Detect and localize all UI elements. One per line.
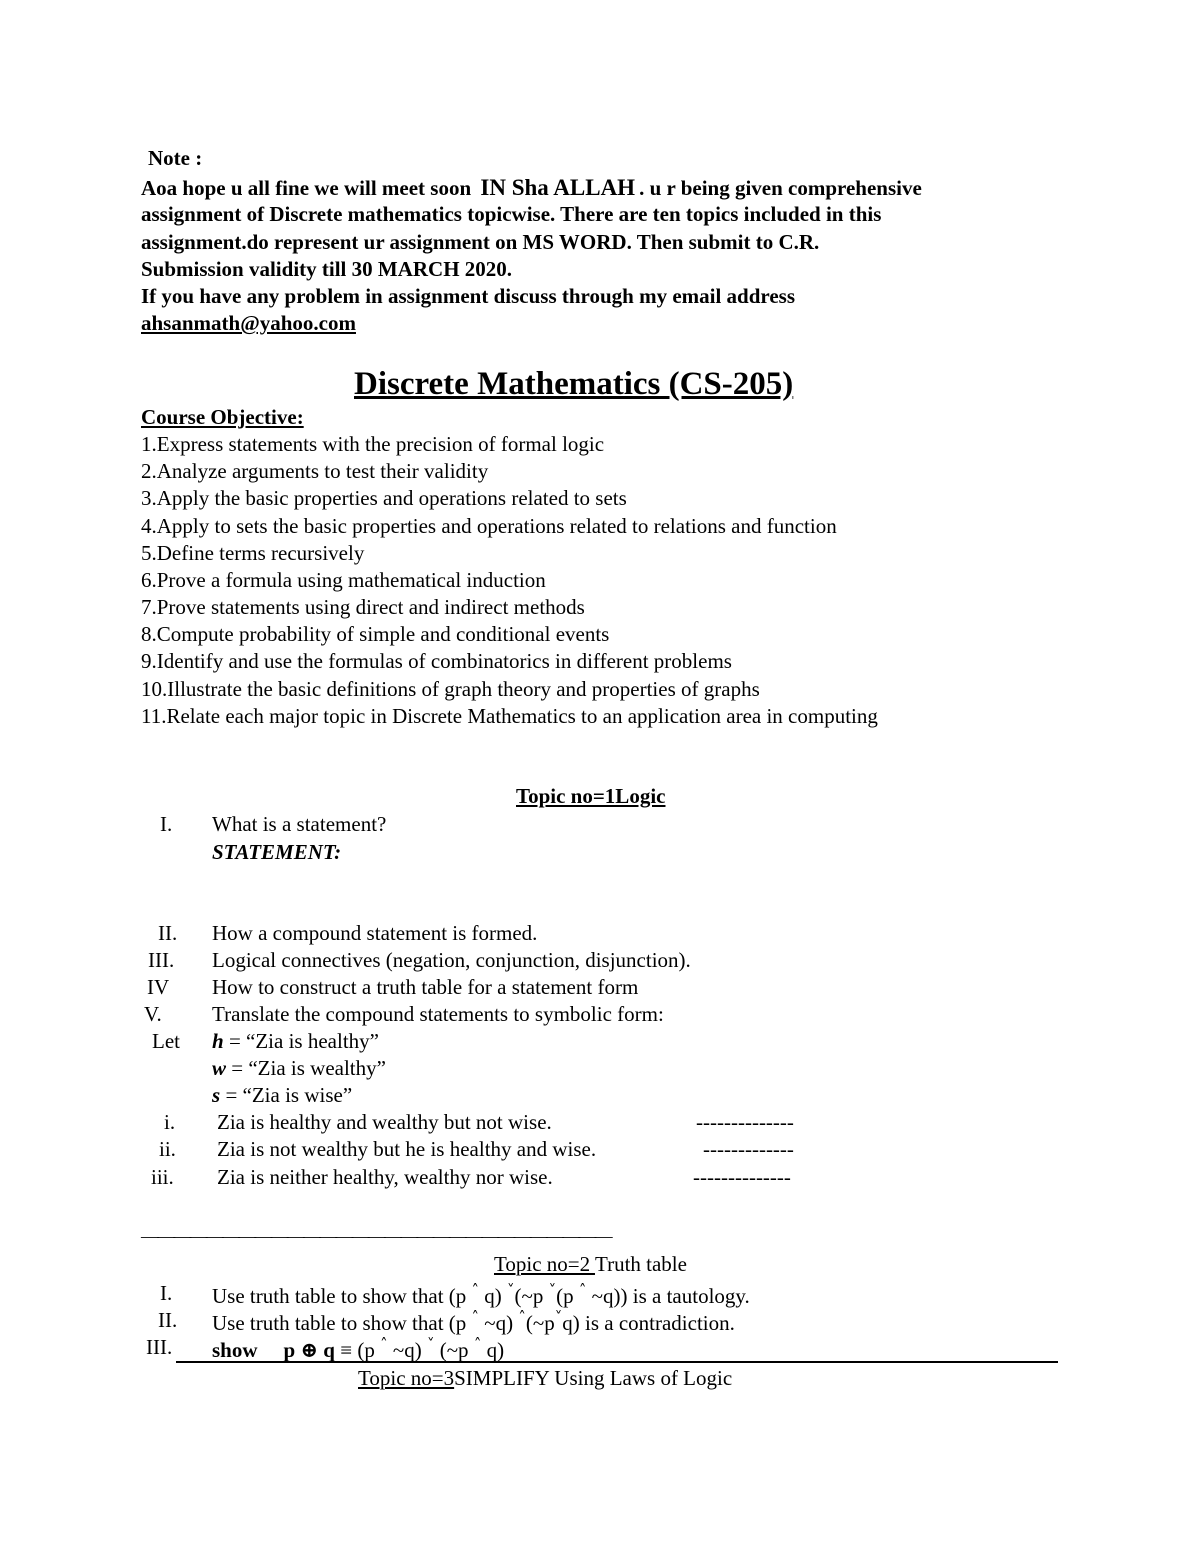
objective-item: 2.Analyze arguments to test their validity (141, 459, 489, 483)
var-h-text: = “Zia is healthy” (223, 1029, 379, 1053)
objective-item: 9.Identify and use the formulas of combinatorics in different problems (141, 649, 732, 673)
topic3-heading (358, 1368, 732, 1389)
topic1-q5-num: V. (144, 1002, 162, 1026)
note-line-1a: Aoa hope u all fine we will meet soon (141, 176, 472, 200)
and-symbol: ˄ (471, 1281, 480, 1299)
topic2-q3-text: show p ⊕ q ≡ (p ˄ ~q) ˅ (~p ˄ q) (212, 1335, 505, 1362)
note-label: Note : (148, 146, 203, 170)
topic2-heading-rest: Truth table (594, 1252, 687, 1276)
topic2-q1-num: I. (160, 1281, 173, 1305)
topic1-q3-num: III. (148, 948, 175, 972)
topic3-heading-underlined: Topic no=3 (358, 1366, 455, 1390)
answer-blank: -------------- (696, 1110, 794, 1134)
show-label: show (212, 1338, 258, 1362)
topic2-q3-num: III. (146, 1335, 173, 1359)
answer-blank: -------------- (693, 1165, 791, 1189)
sub-text: Zia is healthy and wealthy but not wise. (217, 1110, 552, 1134)
answer-blank: ------------- (703, 1137, 794, 1161)
topic1-q4-text: How to construct a truth table for a statement form (212, 975, 639, 999)
separator-line: ————————————————————————————— (141, 1226, 611, 1246)
topic2-heading (494, 1254, 687, 1275)
or-symbol: ˅ (426, 1335, 435, 1353)
objective-item: 10.Illustrate the basic definitions of graph theory and properties of graphs (141, 677, 760, 701)
topic1-q1-num: I. (160, 812, 173, 836)
course-objective-heading: Course Objective: (141, 405, 304, 429)
and-symbol: ˄ (578, 1281, 587, 1299)
objective-item: 8.Compute probability of simple and conditional events (141, 622, 610, 646)
or-symbol: ˅ (507, 1281, 515, 1299)
var-s-definition (212, 1085, 352, 1106)
topic1-q5-text: Translate the compound statements to symbolic form: (212, 1002, 664, 1026)
var-h: h (212, 1029, 224, 1053)
sub-num: ii. (159, 1137, 176, 1161)
objective-item: 4.Apply to sets the basic properties and operations related to relations and function (141, 514, 837, 538)
objective-item: 1.Express statements with the precision of formal logic (141, 432, 605, 456)
note-line-4: Submission validity till 30 MARCH 2020. (141, 257, 513, 281)
sub-num: iii. (151, 1165, 174, 1189)
note-line-5: If you have any problem in assignment discuss through my email address (141, 284, 796, 308)
or-symbol: ˅ (554, 1308, 563, 1326)
objective-item: 6.Prove a formula using mathematical induction (141, 568, 546, 592)
note-line-1c: . u r being given comprehensive (639, 176, 922, 200)
course-title: Discrete Mathematics (CS-205) (354, 366, 794, 402)
and-symbol: ˄ (473, 1335, 482, 1353)
or-symbol: ˅ (548, 1281, 557, 1299)
note-line-1-inshallah: IN Sha ALLAH (480, 175, 636, 200)
var-s-text: = “Zia is wise” (220, 1083, 353, 1107)
xor-expression: p ⊕ q (283, 1338, 335, 1362)
statement-label: STATEMENT: (212, 840, 342, 864)
sub-text: Zia is neither healthy, wealthy nor wise. (217, 1165, 553, 1189)
topic1-q3-text: Logical connectives (negation, conjunction, disjunction). (212, 948, 691, 972)
topic1-q2-num: II. (158, 921, 178, 945)
topic3-heading-rest: SIMPLIFY Using Laws of Logic (454, 1366, 733, 1390)
var-h-definition (212, 1031, 379, 1052)
var-w-definition (212, 1058, 386, 1079)
topic1-q1-text: What is a statement? (212, 812, 387, 836)
topic1-heading: Topic no=1Logic (516, 784, 666, 808)
topic1-q2-text: How a compound statement is formed. (212, 921, 538, 945)
and-symbol: ˄ (380, 1335, 388, 1353)
note-line-2: assignment of Discrete mathematics topicwise. There are ten topics included in this (141, 202, 882, 226)
objective-item: 11.Relate each major topic in Discrete Mathematics to an application area in computing (141, 704, 878, 728)
let-label: Let (152, 1029, 180, 1053)
var-w: w (212, 1056, 227, 1080)
and-symbol: ˄ (471, 1308, 480, 1326)
topic1-q4-num: IV (147, 975, 170, 999)
topic2-q1-text: Use truth table to show that (p ˄ q) ˅(~p ˅(p ˄ ~q)) is a tautology. (212, 1281, 750, 1308)
objective-item: 7.Prove statements using direct and indirect methods (141, 595, 585, 619)
var-s: s (212, 1083, 221, 1107)
note-line-3: assignment.do represent ur assignment on MS WORD. Then submit to C.R. (141, 230, 820, 254)
objective-item: 5.Define terms recursively (141, 541, 365, 565)
note-line-1 (141, 176, 922, 199)
sub-text: Zia is not wealthy but he is healthy and wise. (217, 1137, 597, 1161)
sub-num: i. (164, 1110, 176, 1134)
objective-item: 3.Apply the basic properties and operations related to sets (141, 486, 627, 510)
var-w-text: = “Zia is wealthy” (226, 1056, 386, 1080)
topic2-q2-num: II. (158, 1308, 178, 1332)
topic2-q2-text: Use truth table to show that (p ˄ ~q) ˄(~p˅q) is a contradiction. (212, 1308, 735, 1335)
email-link[interactable]: ahsanmath@yahoo.com (141, 311, 356, 335)
topic2-heading-underlined: Topic no=2 (494, 1252, 595, 1276)
and-symbol: ˄ (518, 1308, 526, 1326)
